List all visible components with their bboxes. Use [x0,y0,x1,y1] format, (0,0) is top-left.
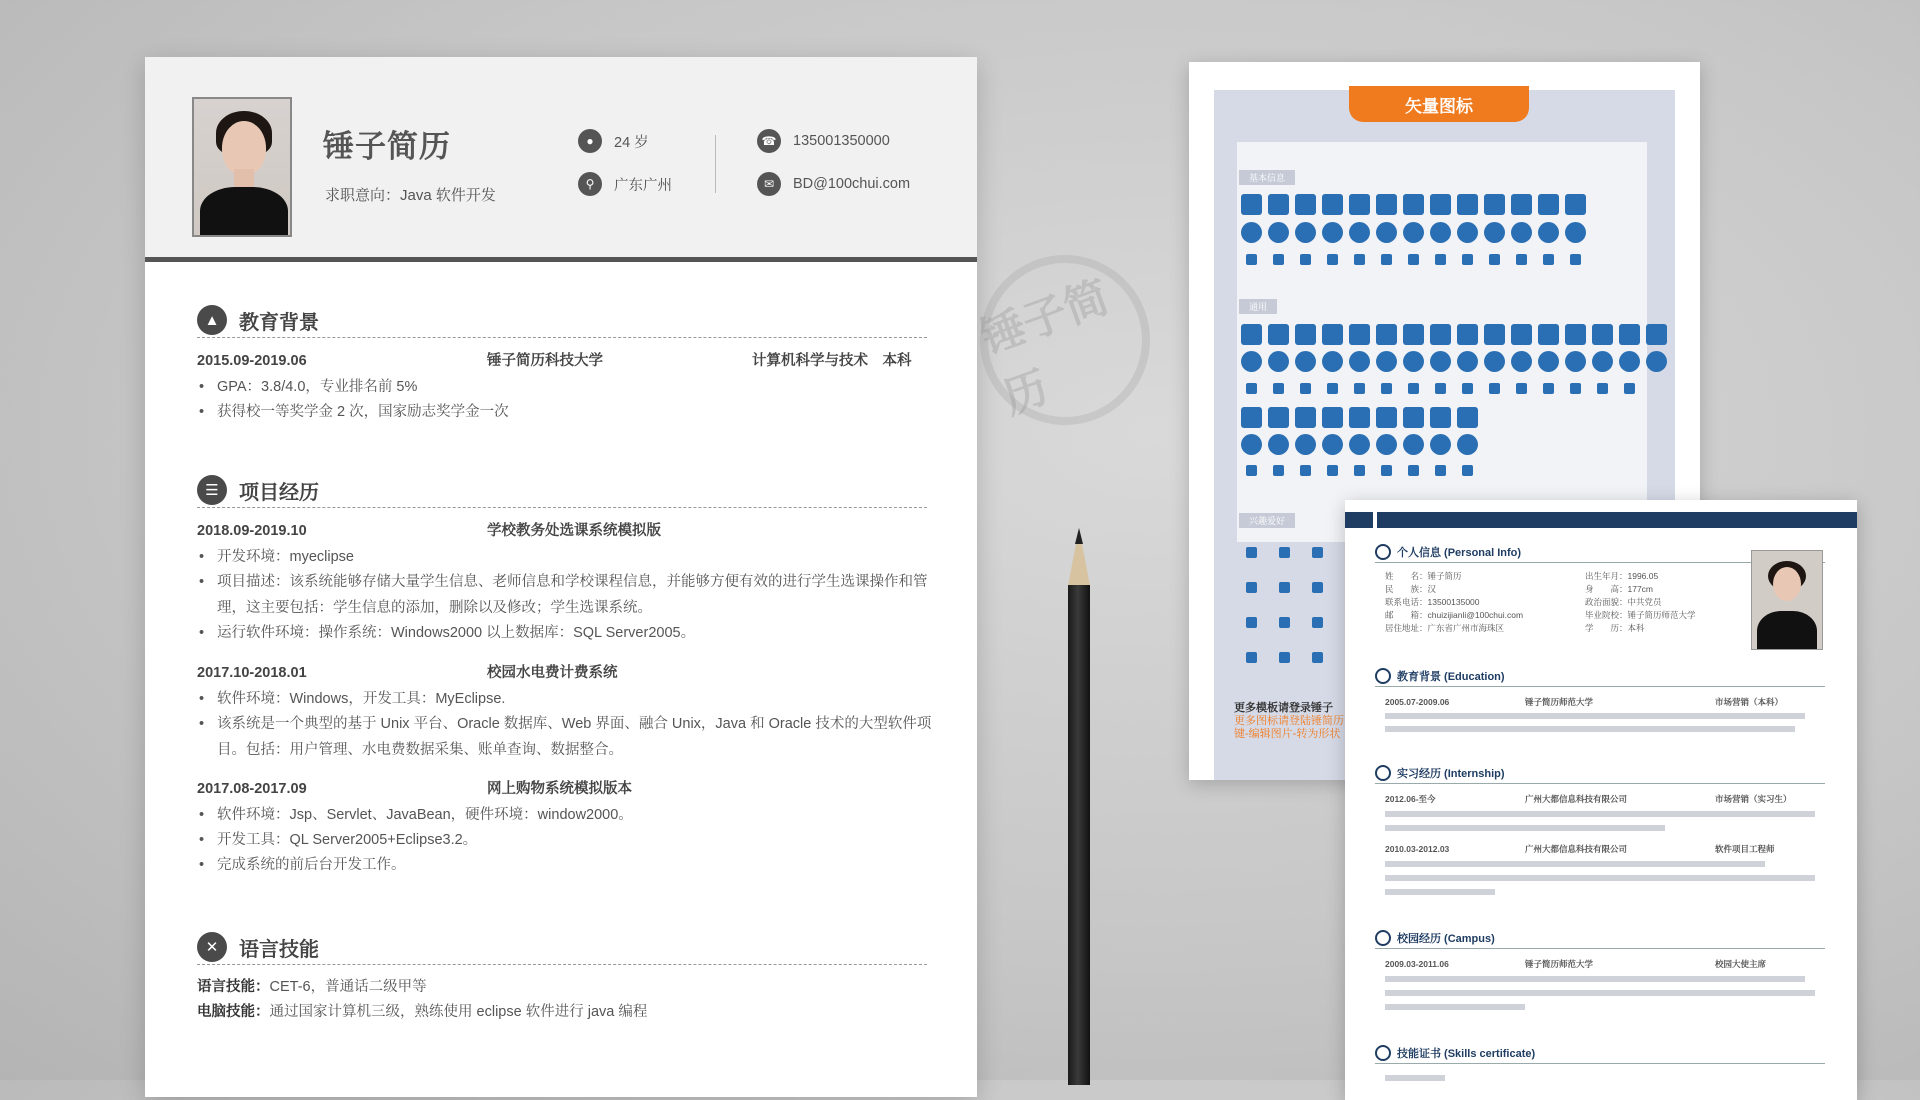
icon-group-label: 兴趣爱好 [1239,513,1295,528]
briefcase-icon [1241,351,1262,372]
en-edu-school: 锤子简历师范大学 [1525,697,1594,707]
pencil-lead [1075,528,1083,544]
note-line: 更多图标请登陆锤简历 [1234,715,1344,727]
note-line: 更多模板请登录锤子 [1234,702,1333,714]
bell-icon [1538,249,1559,270]
graduation-cap-icon [1375,668,1391,684]
ie-icon [1268,460,1289,481]
project-name: 学校教务处选课系统模拟版 [487,523,661,539]
puzzle-icon [1538,378,1559,399]
icon-group-label: 基本信息 [1239,170,1295,185]
en-intern-period: 2010.03-2012.03 [1385,844,1450,854]
en-edu-row [1385,696,1825,709]
skill-key: 语言技能： [197,979,270,995]
list-icon [1430,378,1451,399]
team-icon [1430,460,1451,481]
bird-icon [1457,249,1478,270]
flag-icon [1403,434,1424,455]
text-placeholder [1385,990,1815,996]
campus-icon [1375,930,1391,946]
runner-icon [1274,647,1295,668]
text-placeholder [1385,976,1805,982]
en-section-title: 个人信息 (Personal Info) [1397,547,1522,559]
graduation-cap-icon [1268,378,1289,399]
project-bullet: • 软件环境：Jsp、Servlet、JavaBean，硬件环境：window2000。 [197,803,932,829]
project-bullet: • 完成系统的前后台开发工作。 [197,853,932,879]
pi-left: 民 族：汉 [1385,584,1437,594]
building-icon [1511,249,1532,270]
rocket-icon [1241,460,1262,481]
building-icon [1511,222,1532,243]
user-icon [1295,194,1316,215]
location-pin-icon: ⚲ [578,172,602,196]
pi-left: 邮 箱：chuizijianli@100chui.com [1385,610,1524,620]
chat-icon [1430,194,1451,215]
candidate-name: 锤子简历 [323,129,451,164]
pi-right: 出生年月：1996.05 [1585,571,1659,581]
project-period: 2017.10-2018.01 [197,665,307,681]
globe-icon [1565,194,1586,215]
leaf-icon [1376,460,1397,481]
tools-icon [1375,1045,1391,1061]
project-name: 网上购物系统模拟版本 [487,781,632,797]
project-row [197,777,937,802]
bird-icon [1457,194,1478,215]
project-name: 校园水电费计费系统 [487,665,618,681]
edu-major: 计算机科学与技术 本科 [752,353,912,369]
location-pin-icon [1349,249,1370,270]
globe-icon [1565,249,1586,270]
edu-bullet: • 获得校一等奖学金 2 次，国家励志奖学金一次 [197,400,932,426]
icon-row [1241,542,1328,563]
rocket-icon [1241,407,1262,428]
person-icon [1241,194,1262,215]
en-intern-company: 广州大都信息科技有限公司 [1525,794,1628,804]
icon-row [1241,434,1478,455]
skill-key: 电脑技能： [197,1004,270,1020]
tools-icon: ✕ [197,932,227,962]
en-section [1375,668,1825,687]
card-icon [1403,222,1424,243]
language-title: 语言技能 [239,938,319,961]
phone-info [757,129,890,153]
person-icon [1268,194,1289,215]
project-bullet: • 软件环境：Windows，开发工具：MyEclipse. [197,687,932,713]
chart-icon [1430,324,1451,345]
flag-icon [1403,407,1424,428]
icon-row [1241,647,1328,668]
edu-period: 2015.09-2019.06 [197,353,307,369]
phone-icon [1322,249,1343,270]
book-icon [1376,351,1397,372]
brush-icon [1241,647,1262,668]
text-placeholder [1385,1004,1525,1010]
badge-icon [1295,324,1316,345]
sheet-top-bar [1345,512,1857,528]
en-section [1375,930,1825,949]
location-info [578,172,672,196]
accessibility-icon [1619,324,1640,345]
en-intern-row [1385,793,1825,806]
education-title: 教育背景 [239,311,319,334]
pencil [1068,585,1090,1085]
phone-icon: ☎ [757,129,781,153]
person-icon [1241,249,1262,270]
icon-row [1241,324,1667,345]
basketball-icon [1274,542,1295,563]
certificate-icon [1484,378,1505,399]
pi-right: 政治面貌：中共党员 [1585,597,1662,607]
briefcase-icon [1241,378,1262,399]
en-section-title: 教育背景 (Education) [1397,671,1505,683]
watermark-stamp [956,231,1174,449]
skill-line [197,975,937,1000]
dance-icon [1241,542,1262,563]
pi-right: 身 高：177cm [1585,584,1654,594]
tools-icon [1322,324,1343,345]
person-icon [1375,544,1391,560]
edit-icon [1403,324,1424,345]
card-icon [1403,249,1424,270]
phone-icon [1322,194,1343,215]
pi-left: 居住地址：广东省广州市海珠区 [1385,623,1505,633]
list-icon [1457,351,1478,372]
en-section-title: 校园经历 (Campus) [1397,933,1495,945]
badge-icon [1295,351,1316,372]
icon-row [1241,407,1478,428]
book-icon [1376,324,1397,345]
trophy-icon [1349,407,1370,428]
email-value: BD@100chui.com [793,176,911,192]
project-row [197,661,937,686]
flag-icon [1403,460,1424,481]
en-intern-period: 2012.06-至今 [1385,794,1436,804]
team-icon [1430,407,1451,428]
football-icon [1274,612,1295,633]
gear-icon [1295,460,1316,481]
pi-left: 姓 名：锤子简历 [1385,571,1462,581]
run-icon [1592,351,1613,372]
layers-icon: ☰ [197,475,227,505]
chat-icon [1430,249,1451,270]
text-placeholder [1385,889,1495,895]
run-icon [1592,324,1613,345]
target-icon [1619,378,1640,399]
project-period: 2017.08-2017.09 [197,781,307,797]
layers-icon [1349,351,1370,372]
weibo-icon [1484,194,1505,215]
text-placeholder [1385,825,1665,831]
mail-icon: ✉ [757,172,781,196]
mail-icon [1376,222,1397,243]
target-icon [1646,324,1667,345]
certificate-icon [1511,324,1532,345]
trophy-icon [1349,434,1370,455]
resume-page [145,57,977,1097]
section-projects [197,475,927,508]
graduation-cap-icon [1268,351,1289,372]
age-info [578,129,649,153]
bulb-icon [1322,434,1343,455]
pi-left: 联系电话：13500135000 [1385,597,1480,607]
rocket-icon [1241,434,1262,455]
film-icon [1307,647,1328,668]
bulb-icon [1322,460,1343,481]
icon-row [1241,612,1328,633]
megaphone-icon [1484,351,1505,372]
phone-value: 135001350000 [793,133,890,149]
info-divider [715,135,716,193]
card-icon [1403,194,1424,215]
gear-icon [1295,407,1316,428]
en-profile-photo [1751,550,1823,650]
graduation-cap-icon [1268,324,1289,345]
user-icon [1295,249,1316,270]
edu-school: 锤子简历科技大学 [487,353,603,369]
accessibility-icon [1592,378,1613,399]
en-intern-company: 广州大都信息科技有限公司 [1525,844,1628,854]
globe-icon [1565,222,1586,243]
book-icon [1349,378,1370,399]
icon-row [1241,351,1667,372]
icon-row [1241,460,1478,481]
icon-row [1241,194,1586,215]
profile-photo [192,97,292,237]
ie-icon [1268,434,1289,455]
english-resume-sheet [1345,500,1857,1100]
project-bullet: • 开发工具：QL Server2005+Eclipse3.2。 [197,828,932,854]
megaphone-icon [1457,378,1478,399]
en-campus-school: 锤子简历师范大学 [1525,959,1594,969]
person-icon [1268,249,1289,270]
text-placeholder [1385,875,1815,881]
bird-icon [1457,222,1478,243]
location-value: 广东广州 [614,177,672,194]
text-placeholder [1385,811,1815,817]
group-icon [1457,407,1478,428]
bulb-icon [1322,407,1343,428]
chat-icon [1430,222,1451,243]
pen-icon [1538,324,1559,345]
en-intern-role: 市场营销（实习生） [1715,794,1792,804]
email-info [757,172,910,196]
monitor-icon [1307,542,1328,563]
user-icon [1295,222,1316,243]
handshake-icon [1241,612,1262,633]
resume-header [145,57,977,262]
en-edu-period: 2005.07-2009.06 [1385,697,1450,707]
edit-icon [1403,351,1424,372]
chart-icon [1403,378,1424,399]
job-intent: 求职意向：Java 软件开发 [325,187,496,204]
education-row [197,349,937,374]
skill-value: 通过国家计算机三级，熟练使用 eclipse 软件进行 java 编程 [269,1004,648,1020]
puzzle-icon [1565,324,1586,345]
person-icon [1268,222,1289,243]
project-bullet: • 项目描述：该系统能够存储大量学生信息、老师信息和学校课程信息，并能够方便有效的进行学生选课操作和管理，这主要包括：学生信息的添加，删除以及修改；学生选课系统。 [197,570,932,621]
icon-group-label: 通用 [1239,299,1277,314]
text-placeholder [1385,713,1805,719]
gear-icon [1295,434,1316,455]
icon-sheet-banner: 矢量图标 [1349,86,1529,122]
en-section [1375,1045,1825,1064]
team-icon [1430,434,1451,455]
group-icon [1457,434,1478,455]
ie-icon [1268,407,1289,428]
leaf-icon [1376,434,1397,455]
layers-icon [1349,324,1370,345]
phone-icon [1322,222,1343,243]
puzzle-icon [1565,351,1586,372]
person-icon: ● [578,129,602,153]
weibo-icon [1484,222,1505,243]
skill-value: CET-6，普通话二级甲等 [269,979,427,995]
layers-icon [1322,378,1343,399]
project-bullet: • 开发环境：myeclipse [197,545,932,571]
bag-icon [1241,577,1262,598]
edit-icon [1376,378,1397,399]
en-section-title: 技能证书 (Skills certificate) [1397,1048,1536,1060]
certificate-icon [1511,351,1532,372]
en-campus-row [1385,958,1825,971]
leaf-icon [1376,407,1397,428]
planet-icon [1307,577,1328,598]
location-pin-icon [1349,222,1370,243]
text-placeholder [1385,726,1795,732]
graduation-cap-icon: ▲ [197,305,227,335]
personal-info [1385,570,1725,635]
icon-row [1241,378,1640,399]
palm-icon [1307,612,1328,633]
project-bullet: • 该系统是一个典型的基于 Unix 平台、Oracle 数据库、Web 界面、融合 Unix，Java 和 Oracle 技术的大型软件项目。包括：用户管理、水电费数据采集、账单查询、数据整合。 [197,712,932,763]
briefcase-icon [1375,765,1391,781]
chart-icon [1430,351,1451,372]
icon-row [1241,577,1328,598]
building-icon [1511,194,1532,215]
en-campus-period: 2009.03-2011.06 [1385,959,1449,969]
trophy-icon [1349,460,1370,481]
icon-row [1241,249,1586,270]
megaphone-icon [1484,324,1505,345]
project-bullet: • 运行软件环境：操作系统：Windows2000 以上数据库：SQL Server2005。 [197,621,932,647]
en-section-title: 实习经历 (Internship) [1397,768,1505,780]
pen-icon [1538,351,1559,372]
icon-row [1241,222,1586,243]
location-pin-icon [1349,194,1370,215]
pen-icon [1511,378,1532,399]
tools-icon [1322,351,1343,372]
person-icon [1241,222,1262,243]
drop-icon [1274,577,1295,598]
group-icon [1457,460,1478,481]
projects-title: 项目经历 [239,481,319,504]
target-icon [1646,351,1667,372]
project-period: 2018.09-2019.10 [197,523,307,539]
en-intern-row [1385,843,1825,856]
list-icon [1457,324,1478,345]
mail-icon [1376,194,1397,215]
tools-icon [1295,378,1316,399]
section-education [197,305,927,338]
text-placeholder [1385,1075,1445,1081]
section-language [197,932,927,965]
pi-right: 毕业院校：锤子简历师范大学 [1585,610,1696,620]
weibo-icon [1484,249,1505,270]
en-section [1375,765,1825,784]
edu-bullet: • GPA：3.8/4.0，专业排名前 5% [197,375,932,401]
text-placeholder [1385,861,1765,867]
pi-right: 学 历：本科 [1585,623,1645,633]
en-campus-role: 校园大使主席 [1715,959,1767,969]
en-edu-major: 市场营销（本科） [1715,697,1784,707]
bell-icon [1538,222,1559,243]
briefcase-icon [1241,324,1262,345]
age-value: 24 岁 [614,134,649,151]
mail-icon [1376,249,1397,270]
watermark-text: 锤子简历 [974,272,1116,424]
bell-icon [1538,194,1559,215]
note-line: 键-编辑图片-转为形状 [1234,728,1341,740]
skill-line [197,1000,937,1025]
project-row [197,519,937,544]
accessibility-icon [1619,351,1640,372]
en-intern-role: 软件项目工程师 [1715,844,1775,854]
run-icon [1565,378,1586,399]
